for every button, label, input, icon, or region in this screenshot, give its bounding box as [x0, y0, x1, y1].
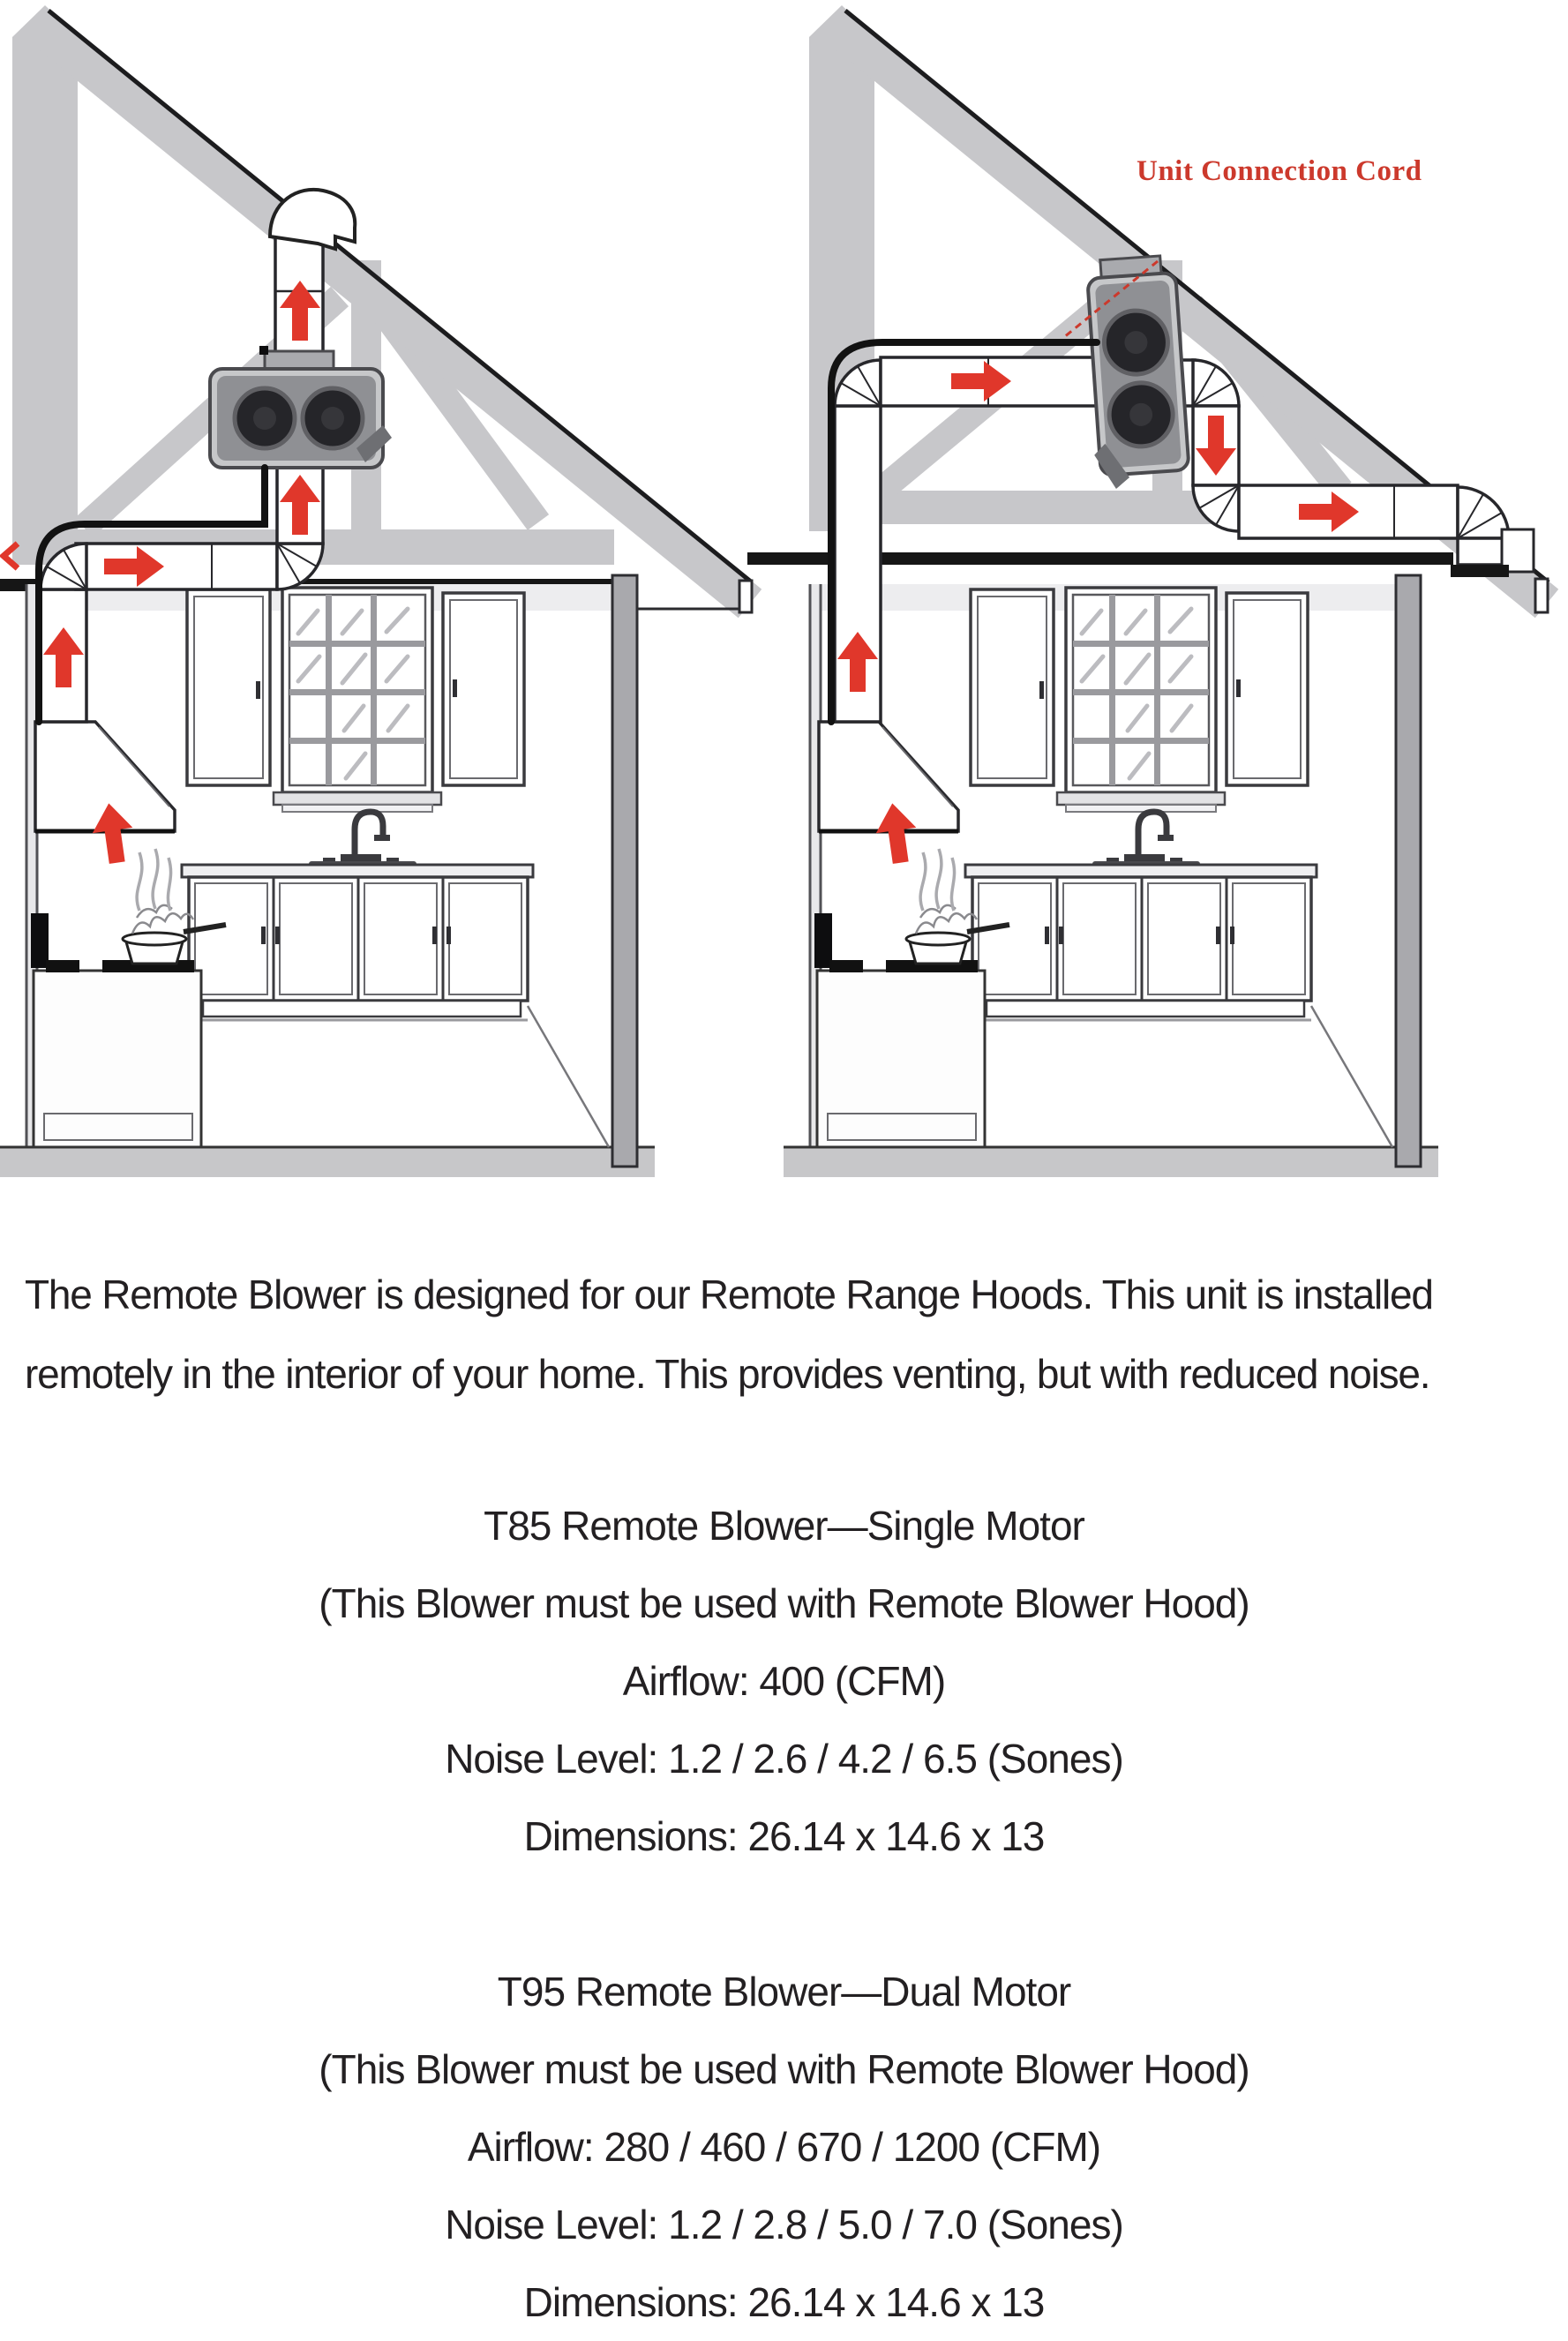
description-paragraph — [25, 1255, 1544, 1414]
remote-blower-unit — [1081, 255, 1190, 491]
fascia — [739, 581, 752, 612]
product-noise: Noise Level: 1.2 / 2.8 / 5.0 / 7.0 (Sones) — [445, 2202, 1123, 2247]
description-line: The Remote Blower is designed for our Remote Range Hoods. This unit is installed — [25, 1272, 1433, 1317]
eave-vent-cap-icon — [1451, 565, 1509, 577]
product-airflow: Airflow: 400 (CFM) — [622, 1658, 946, 1704]
t95-spec-block — [0, 1953, 1568, 2341]
duct-run — [41, 228, 323, 722]
product-airflow: Airflow: 280 / 460 / 670 / 1200 (CFM) — [467, 2124, 1101, 2170]
t85-spec-block — [0, 1487, 1568, 1875]
unit-connection-cord-label: Unit Connection Cord — [1137, 155, 1422, 187]
product-title: T95 Remote Blower—Dual Motor — [497, 1969, 1071, 2015]
product-title: T85 Remote Blower—Single Motor — [484, 1503, 1084, 1549]
roof-line — [49, 11, 752, 582]
roof-truss — [12, 5, 750, 604]
product-note: (This Blower must be used with Remote Blower Hood) — [319, 2046, 1249, 2092]
description-line: remotely in the interior of your home. This provides venting, but with reduced noise. — [25, 1351, 1430, 1397]
product-dimensions: Dimensions: 26.14 x 14.6 x 13 — [523, 1813, 1045, 1859]
product-dimensions: Dimensions: 26.14 x 14.6 x 13 — [523, 2279, 1045, 2325]
fascia — [1535, 579, 1548, 612]
product-noise: Noise Level: 1.2 / 2.6 / 4.2 / 6.5 (Sones) — [445, 1736, 1123, 1782]
left-diagram — [0, 5, 752, 1177]
product-note: (This Blower must be used with Remote Blower Hood) — [319, 1580, 1249, 1626]
